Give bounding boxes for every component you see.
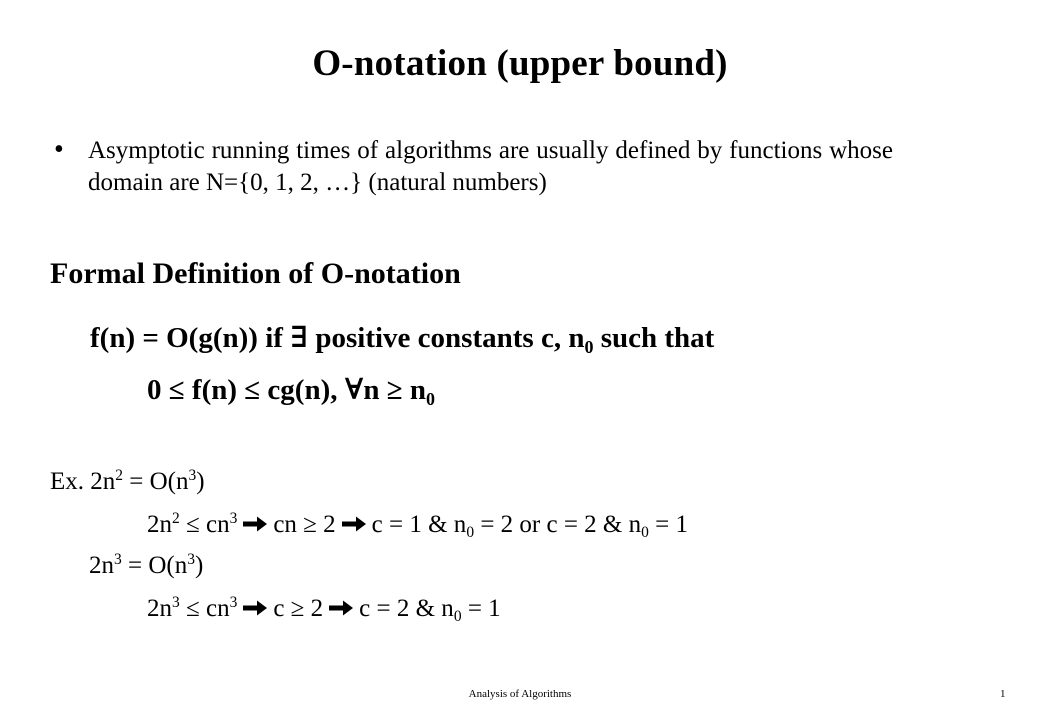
definition-text: 0 ≤ f(n) ≤ cg(n), ∀n ≥ n [147, 374, 427, 406]
definition-text: f(n) = O(g(n)) if ∃ positive constants c, n [90, 322, 585, 354]
bullet-icon: • [54, 134, 64, 165]
page-number: 1 [1000, 688, 1006, 700]
example-text: c = 2 & n [359, 595, 454, 622]
right-arrow-icon [328, 599, 354, 617]
subscript: 0 [641, 524, 649, 542]
superscript: 3 [229, 594, 238, 612]
definition-line-1 [90, 320, 715, 358]
right-arrow-icon [242, 599, 268, 617]
example-text: ) [194, 552, 204, 579]
example-text: = 1 [461, 595, 501, 622]
example-text: c = 1 & n [371, 511, 467, 538]
definition-text: such that [593, 322, 715, 354]
superscript: 3 [114, 551, 122, 569]
example-text: = 1 [648, 511, 688, 538]
slide-title: O-notation (upper bound) [312, 43, 728, 84]
example-line-4 [147, 594, 501, 626]
example-text: = O(n [121, 552, 188, 579]
example-line-3 [89, 552, 203, 580]
example-line-2 [147, 510, 688, 542]
example-text: = O(n [123, 468, 189, 495]
superscript: 2 [172, 510, 180, 528]
superscript: 3 [187, 551, 195, 569]
example-text: 2n [147, 511, 172, 538]
example-text: ) [196, 468, 205, 495]
bullet-text: Asymptotic running times of algorithms are usually defined by functions whose domain are N={0, 1, 2, …} (natural numbers) [88, 137, 893, 196]
superscript: 3 [188, 467, 197, 485]
superscript: 2 [115, 467, 124, 485]
superscript: 3 [229, 510, 238, 528]
footer-title: Analysis of Algorithms [468, 688, 572, 700]
example-text: ≤ cn [179, 511, 230, 538]
example-text: 2n [147, 595, 172, 622]
example-text: ≤ cn [179, 595, 230, 622]
subscript: 0 [584, 337, 594, 358]
example-line-1 [50, 468, 205, 496]
example-text: Ex. 2n [50, 468, 116, 495]
example-text: c ≥ 2 [273, 595, 324, 622]
subscript: 0 [466, 524, 475, 542]
superscript: 3 [172, 594, 180, 612]
section-heading: Formal Definition of O-notation [50, 257, 461, 290]
example-text: 2n [89, 552, 114, 579]
subscript: 0 [453, 608, 462, 626]
example-text: = 2 or c = 2 & n [474, 511, 642, 538]
example-text: cn ≥ 2 [273, 511, 336, 538]
definition-line-2 [147, 372, 435, 410]
right-arrow-icon [341, 515, 367, 533]
subscript: 0 [426, 389, 435, 410]
right-arrow-icon [242, 515, 268, 533]
